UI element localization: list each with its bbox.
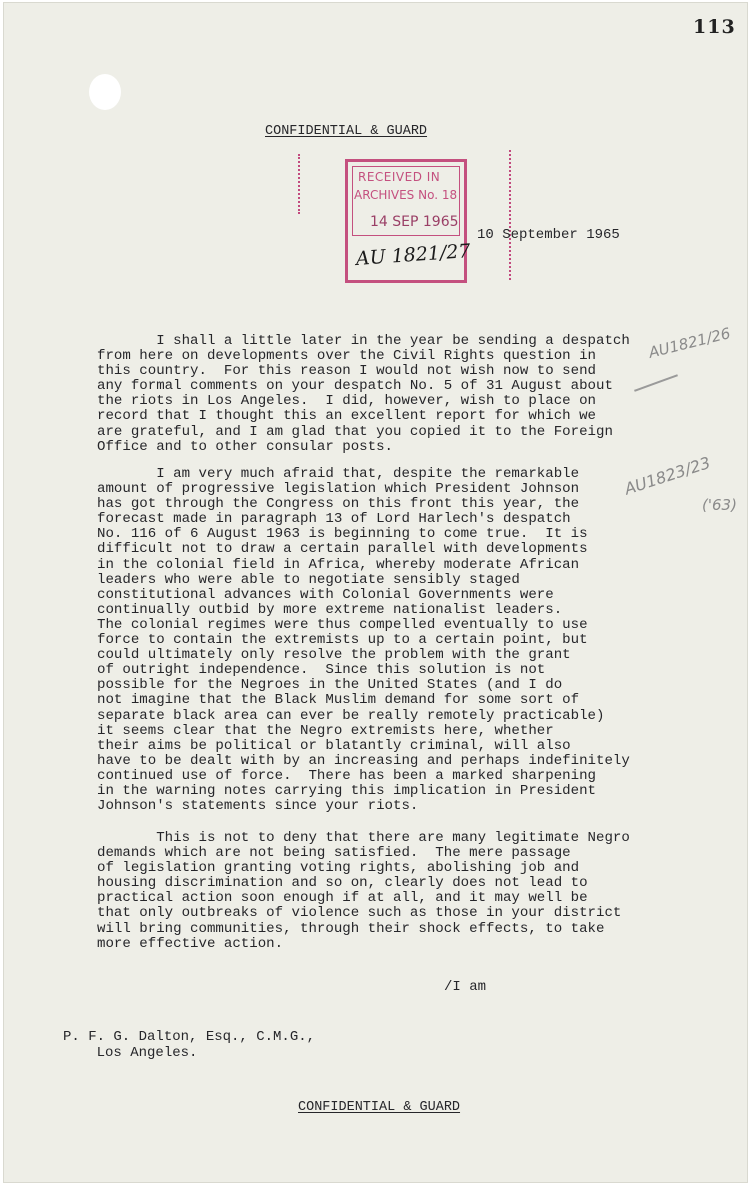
margin-annotation-second: AU1823/23 — [622, 452, 713, 499]
stamp-file-reference: AU 1821/27 — [355, 240, 472, 270]
classification-footer: CONFIDENTIAL & GUARD — [298, 1100, 461, 1115]
stamp-mark-right — [509, 150, 514, 280]
archives-received-stamp — [345, 159, 472, 283]
classification-header: CONFIDENTIAL & GUARD — [265, 124, 428, 139]
paragraph-3: This is not to deny that there are many legitimate Negro demands which are not being satisfied. The mere passage of legislation granting voting rights, abolishing job and housing discrimination and so on, clearly does not lead to practical action soon enough if at all, and it may well be that only outbreaks of violence such as those in your district will bring communities, through their shock effects, to take more effective action. — [97, 830, 630, 952]
page-number: 113 — [693, 16, 736, 38]
stamp-archives-label: ARCHIVES No. 18 — [354, 188, 458, 202]
stamp-mark-left — [298, 154, 303, 214]
document-page — [3, 2, 748, 1183]
margin-annotation-tick — [634, 374, 678, 392]
recipient-address — [63, 1029, 315, 1061]
closing-continuation: /I am — [444, 979, 487, 995]
margin-annotation-first: AU1821/26 — [646, 324, 733, 362]
recipient-name: P. F. G. Dalton, Esq., C.M.G., — [63, 1029, 316, 1045]
stamp-date: 14 SEP 1965 — [370, 214, 459, 230]
paragraph-2: I am very much afraid that, despite the remarkable amount of progressive legislation which President Johnson has got through the Congress on this front this year, the forecast made in paragraph 13 of Lord Harlech's despatch No. 116 of 6 August 1963 is beginning to come true. It is difficult not to draw a certain parallel with developments in the colonial field in Africa, whereby moderate African leaders who were able to negotiate sensibly staged constitutional advances with Colonial Governments were continually outbid by more extreme nationalist leaders. The colonial regimes were thus compelled eventually to use force to contain the extremists up to a certain point, but could ultimately only resolve the problem with the grant of outright independence. Since this solution is not possible for the Negroes in the United States (and I do not imagine that the Black Muslim demand for some sort of separate black area can ever be really remotely practicable) it seems clear that the Negro extremists here, whether their aims be political or blatantly criminal, will also have to be dealt with by an increasing and perhaps indefinitely continued use of force. There has been a marked sharpening in the warning notes carrying this implication in President Johnson's statements since your riots. — [97, 466, 630, 815]
margin-annotation-second-suffix: ('63) — [702, 496, 737, 514]
letter-date: 10 September 1965 — [477, 227, 620, 243]
recipient-city: Los Angeles. — [63, 1045, 198, 1061]
stamp-received-label: RECEIVED IN — [358, 170, 441, 184]
paragraph-1: I shall a little later in the year be sending a despatch from here on developments over the Civil Rights question in this country. For this reason I would not wish now to send any formal comments on your despatch No. 5 of 31 August about the riots in Los Angeles. I did, however, wish to place on record that I thought this an excellent report for which we are grateful, and I am glad that you copied it to the Foreign Office and to other consular posts. — [97, 333, 630, 455]
punch-hole — [89, 74, 121, 110]
